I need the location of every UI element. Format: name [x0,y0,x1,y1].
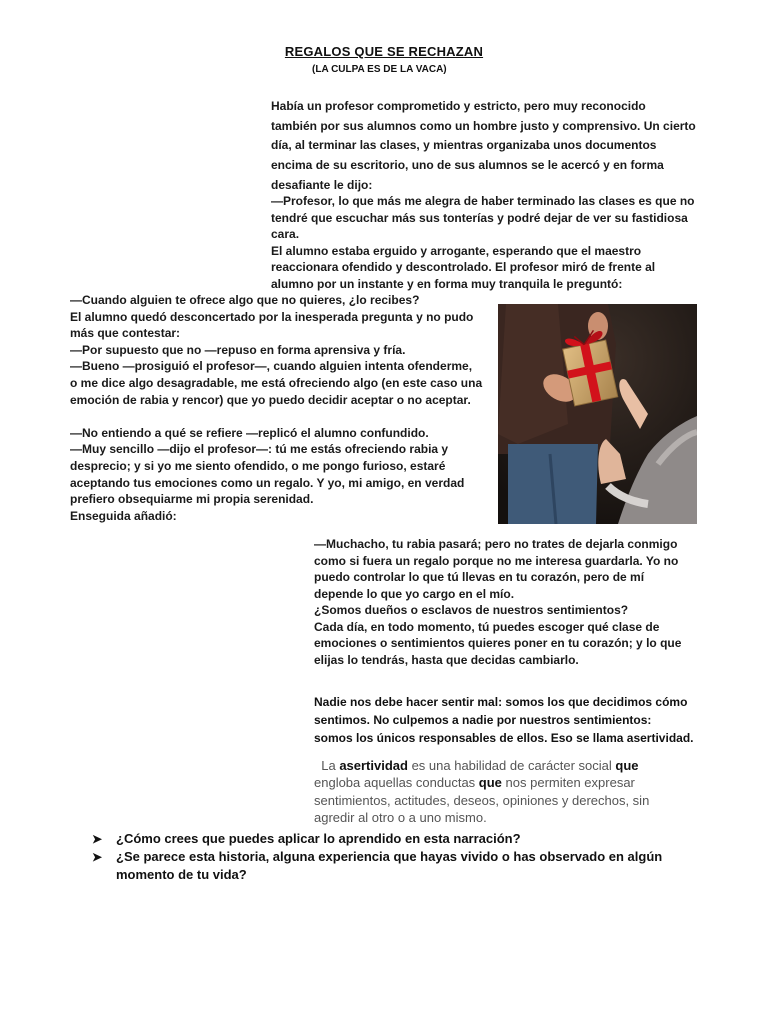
asertividad-definition [314,757,714,827]
jacket-shade [498,304,568,444]
definition-line [314,774,714,791]
text-line: —No entiendo a qué se refiere —replicó el alumno confundido. [70,425,429,440]
definition-keyword: que [478,775,502,791]
text-line: aceptando tus emociones como un regalo. Y yo, mi amigo, en verdad [70,475,465,490]
definition-keyword: asertividad [339,758,408,773]
document-subtitle: (LA CULPA ES DE LA VACA) [312,64,447,75]
text-line: más que contestar: [70,326,181,341]
paragraph-conclusion [314,694,714,747]
text-line: elijas lo tendrás, hasta que decidas cambiarlo. [314,652,579,667]
definition-line [314,757,714,774]
gift-photo [498,304,697,524]
text-line: emoción de rabia y rencor) que yo puedo decidir aceptar o no aceptar. [70,392,471,407]
text-line: reaccionara ofendido y descontrolado. El profesor miró de frente al [271,260,656,274]
text-line: —Muchacho, tu rabia pasará; pero no trates de dejarla conmigo [314,537,678,551]
paragraph-teacher-advice [314,536,714,668]
text-line: Había un profesor comprometido y estricto, pero muy reconocido [271,99,646,113]
text-line: cara. [271,227,300,241]
definition-line: sentimientos, actitudes, deseos, opiniones y derechos, sin [314,792,650,808]
definition-text: nos permiten expresar [501,775,635,791]
paragraph-gap [70,408,490,425]
text-line: emociones o sentimientos quieres poner en tu corazón; y lo que [314,636,682,650]
definition-text: La [321,758,340,773]
arrow-bullet-icon: ➤ [92,832,103,846]
text-line: puedo controlar lo que tú llevas en tu corazón, pero de mí [314,570,645,584]
text-line: —Profesor, lo que más me alegra de haber terminado las clases es que no [271,194,695,208]
text-line: —Bueno —prosiguió el profesor—, cuando alguien intenta ofenderme, [70,359,473,374]
text-line: Nadie nos debe hacer sentir mal: somos los que decidimos cómo [314,695,688,709]
text-line: —Cuando alguien te ofrece algo que no quieres, ¿lo recibes? [70,293,420,307]
gift-illustration [498,304,697,524]
paragraph-dialogue [70,292,490,524]
text-line: encima de su escritorio, uno de sus alumnos se le acercó y en forma [271,158,664,173]
document-title: REGALOS QUE SE RECHAZAN [284,44,484,59]
text-line: o me dice algo desagradable, me está ofreciendo algo (en este caso una [70,375,483,390]
text-line: somos los únicos responsables de ellos. Eso se llama asertividad. [314,730,694,745]
text-line: prefiero obsequiarme mi propia serenidad. [70,492,314,507]
text-line: ¿Somos dueños o esclavos de nuestros sentimientos? [314,603,629,617]
definition-text: engloba aquellas conductas [314,775,479,791]
question-text: ¿Cómo crees que puedes aplicar lo aprendido en esta narración? [116,831,521,846]
text-line: como si fuera un regalo porque no me interesa guardarla. Yo no [314,553,679,568]
paragraph-student-challenge [271,193,711,292]
paragraph-intro [271,97,711,196]
text-line: desafiante le dijo: [271,177,373,192]
text-line: depende lo que yo cargo en el mío. [314,586,515,601]
text-line: Cada día, en todo momento, tú puedes escoger qué clase de [314,619,660,634]
text-line: El alumno estaba erguido y arrogante, esperando que el maestro [271,243,642,258]
text-line: desprecio; y si yo me siento ofendido, o me pongo furioso, estaré [70,458,446,473]
definition-line: agredir al otro o a uno mismo. [314,810,487,826]
reflection-questions [92,830,712,884]
question-text: ¿Se parece esta historia, alguna experiencia que hayas vivido o has observado en algún momento de tu vida? [116,849,663,882]
text-line: Enseguida añadió: [70,508,177,523]
text-line: tendré que escuchar más sus tonterías y podré dejar de ver su fastidiosa [271,210,688,225]
text-line: alumno por un instante y en forma muy tranquila le preguntó: [271,276,623,291]
definition-text: es una habilidad de carácter social [407,758,616,773]
text-line: —Por supuesto que no —repuso en forma aprensiva y fría. [70,342,406,357]
text-line: sentimos. No culpemos a nadie por nuestros sentimientos: [314,712,652,727]
text-line: El alumno quedó desconcertado por la inesperada pregunta y no pudo [70,309,474,324]
text-line: día, al terminar las clases, y mientras organizaba unos documentos [271,138,657,153]
text-line: —Muy sencillo —dijo el profesor—: tú me estás ofreciendo rabia y [70,442,449,457]
question-item [92,848,712,884]
arrow-bullet-icon: ➤ [92,850,103,864]
text-line: también por sus alumnos como un hombre justo y comprensivo. Un cierto [271,118,696,133]
question-item [92,830,712,848]
definition-keyword: que [615,758,639,773]
